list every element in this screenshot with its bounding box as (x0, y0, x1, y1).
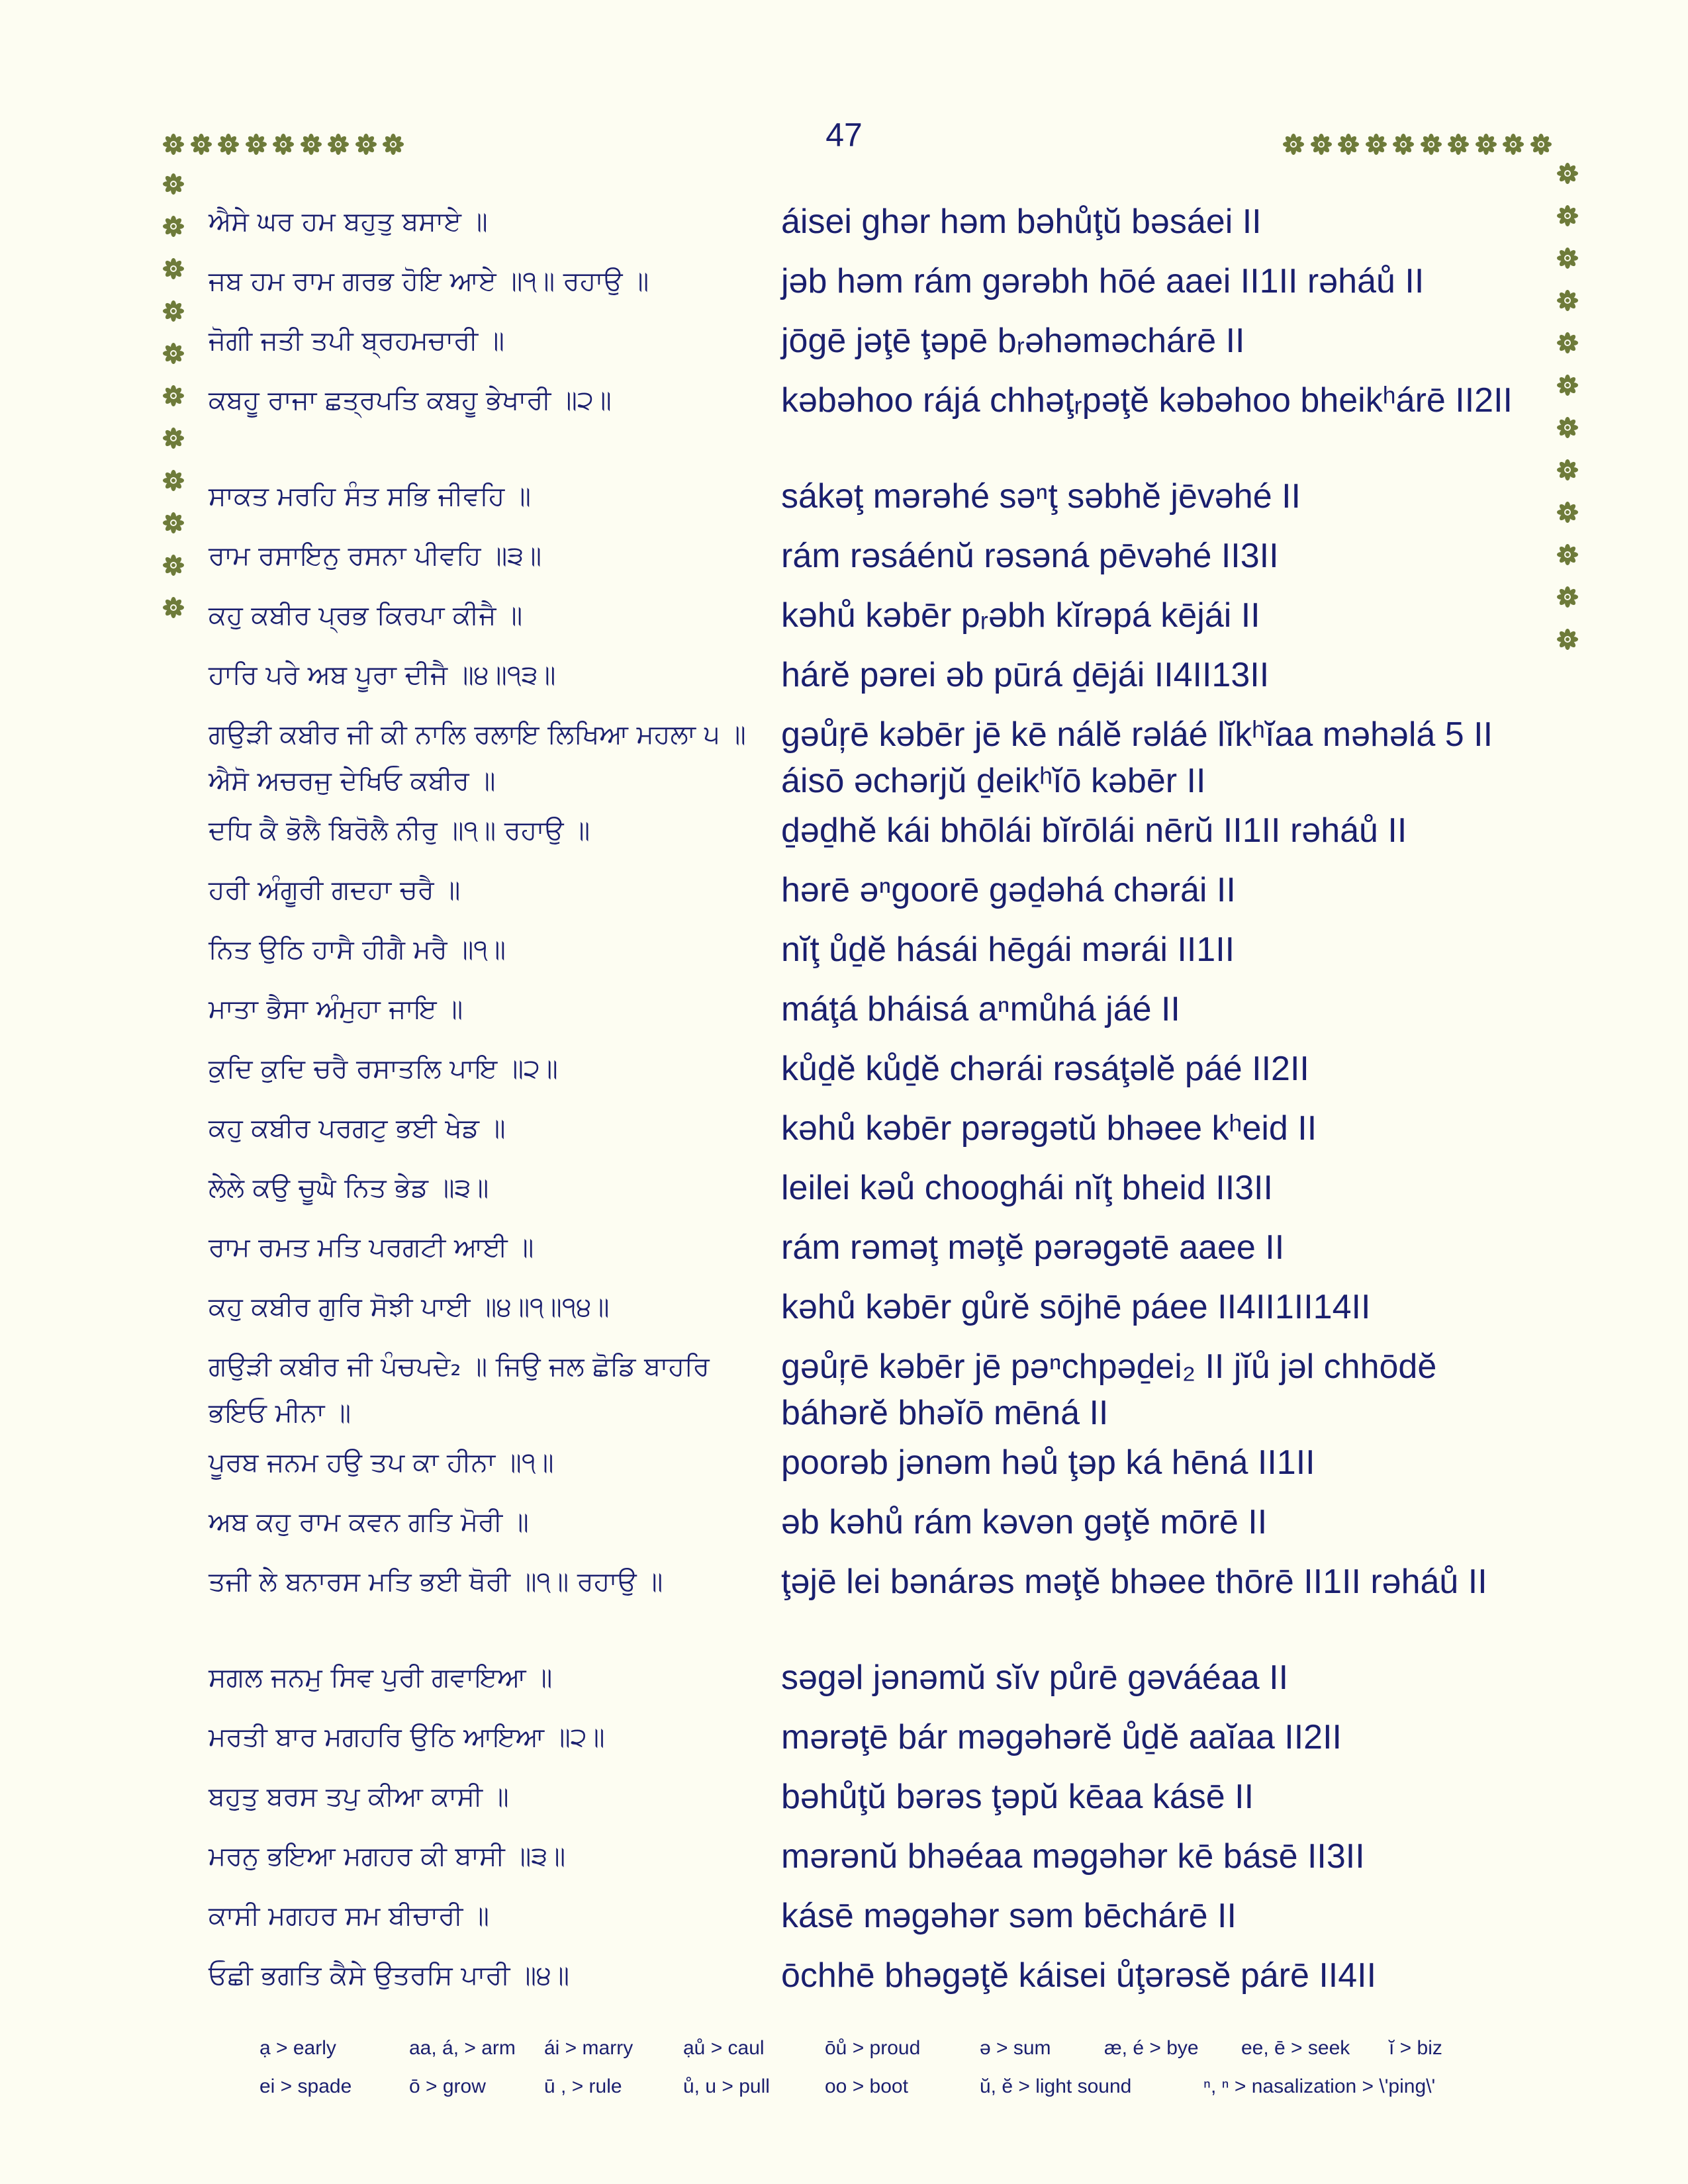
transliteration-line: gəůŗē kəbēr jē kē nálĕ rəláé lĭkʰĭaa məhəlá 5 II áisō əchərjŭ ḏeikʰĭō kəbēr II (781, 715, 1493, 800)
flower-ornament-icon (1366, 134, 1387, 155)
legend-item: ĭ > biz (1389, 2037, 1442, 2059)
transliteration-line: leilei kəů chooghái nĭţ bheid II3II (781, 1169, 1273, 1207)
transliteration-line: kəhů kəbēr pᵣəbh kĭrəpá kējái II (781, 596, 1260, 635)
legend-item: ei > spade (259, 2075, 352, 2097)
transliteration-line: kůḏĕ kůḏĕ chərái rəsáţəlĕ páé II2II (781, 1050, 1309, 1088)
transliteration-line: kəbəhoo rájá chhəţᵣpəţĕ kəbəhoo bheikʰárē II2II (781, 381, 1513, 420)
transliteration-line: kásē məgəhər səm bēchárē II (781, 1897, 1237, 1935)
transliteration-line: ōchhē bhəgəţĕ káisei ůţərəsĕ párē II4II (781, 1956, 1377, 1995)
legend-item: ⁿ, ⁿ > nasalization > \'ping\' (1203, 2075, 1436, 2097)
transliteration-line: hárĕ pərei əb pūrá ḏējái II4II13II (781, 656, 1270, 694)
gurmukhi-line: ਨਿਤ ਉਠਿ ਹਾਸੈ ਹੀਗੈ ਮਰੈ ॥੧॥ (209, 934, 506, 965)
flower-ornament-icon (1503, 134, 1524, 155)
flower-ornament-icon (383, 134, 404, 155)
flower-ornament-icon (1393, 134, 1414, 155)
flower-ornament-icon (1557, 544, 1578, 565)
flower-ornament-icon (1557, 502, 1578, 523)
legend-item: ạů > caul (683, 2037, 765, 2059)
flower-ornament-icon (163, 216, 184, 237)
transliteration-line: sákəţ mərəhé səⁿţ səbhĕ jēvəhé II (781, 477, 1301, 516)
gurmukhi-line: ਤਜੀ ਲੇ ਬਨਾਰਸ ਮਤਿ ਭਈ ਥੋਰੀ ॥੧॥ ਰਹਾਉ ॥ (209, 1567, 663, 1597)
gurmukhi-line: ਸਗਲ ਜਨਮੁ ਸਿਵ ਪੁਰੀ ਗਵਾਇਆ ॥ (209, 1662, 553, 1693)
flower-ornament-icon (163, 512, 184, 533)
gurmukhi-line: ਹਾਰਿ ਪਰੇ ਅਬ ਪੂਰਾ ਦੀਜੈ ॥੪॥੧੩॥ (209, 660, 556, 690)
gurmukhi-line: ਕਹੁ ਕਬੀਰ ਪ੍ਰਭ ਕਿਰਪਾ ਕੀਜੈ ॥ (209, 600, 523, 631)
gurmukhi-line: ਮਾਤਾ ਭੈਸਾ ਅੰਮੁਹਾ ਜਾਇ ॥ (209, 994, 463, 1024)
transliteration-line: mərəţē bár məgəhərĕ ůḏĕ aaĭaa II2II (781, 1718, 1342, 1756)
transliteration-line: nĭţ ůḏĕ hásái hēgái mərái II1II (781, 931, 1235, 969)
flower-ornament-icon (328, 134, 349, 155)
gurmukhi-line: ਸਾਕਤ ਮਰਹਿ ਸੰਤ ਸਭਿ ਜੀਵਹਿ ॥ (209, 481, 531, 512)
flower-ornament-icon (1448, 134, 1469, 155)
flower-ornament-icon (218, 134, 239, 155)
legend-item: ái > marry (544, 2037, 633, 2059)
gurmukhi-line: ਲੇਲੇ ਕਉ ਚੂਘੈ ਨਿਤ ਭੇਡ ॥੩॥ (209, 1173, 489, 1203)
flower-ornament-icon (163, 343, 184, 364)
flower-ornament-icon (246, 134, 267, 155)
transliteration-line: səgəl jənəmŭ sĭv půrē gəváéaa II (781, 1659, 1289, 1697)
flower-ornament-icon (301, 134, 322, 155)
flower-ornament-icon (1557, 248, 1578, 269)
flower-ornament-icon (355, 134, 377, 155)
legend-item: ōů > proud (825, 2037, 921, 2059)
transliteration-line: mərənŭ bhəéaa məgəhər kē básē II3II (781, 1837, 1365, 1876)
legend-item: æ, é > bye (1104, 2037, 1199, 2059)
transliteration-line: gəůŗē kəbēr jē pəⁿchpəḏei₂ II jĭů jəl chhōdĕ báhərĕ bhəĭō mēná II (781, 1347, 1437, 1432)
flower-ornament-icon (1311, 134, 1332, 155)
transliteration-line: rám rəməţ məţĕ pərəgətē aaee II (781, 1228, 1285, 1267)
legend-item: ŭ, ĕ > light sound (980, 2075, 1132, 2097)
flower-ornament-icon (1557, 629, 1578, 650)
gurmukhi-line: ਰਾਮ ਰਮਤ ਮਤਿ ਪਰਗਟੀ ਆਈ ॥ (209, 1232, 534, 1263)
gurmukhi-line: ਕਹੁ ਕਬੀਰ ਗੁਰਿ ਸੋਝੀ ਪਾਈ ॥੪॥੧॥੧੪॥ (209, 1292, 610, 1322)
gurmukhi-line: ਕਾਸੀ ਮਗਹਰ ਸਮ ਬੀਚਾਰੀ ॥ (209, 1901, 489, 1931)
legend-item: aa, á, > arm (409, 2037, 516, 2059)
flower-ornament-icon (191, 134, 212, 155)
gurmukhi-line: ਕਬਹੂ ਰਾਜਾ ਛਤ੍ਰਪਤਿ ਕਬਹੂ ਭੇਖਾਰੀ ॥੨॥ (209, 385, 612, 416)
gurmukhi-line: ਅਬ ਕਹੁ ਰਾਮ ਕਵਨ ਗਤਿ ਮੋਰੀ ॥ (209, 1507, 529, 1537)
flower-ornament-icon (1283, 134, 1304, 155)
legend-item: oo > boot (825, 2075, 908, 2097)
flower-ornament-icon (1557, 375, 1578, 396)
flower-ornament-icon (163, 470, 184, 491)
flower-ornament-icon (163, 134, 184, 155)
flower-ornament-icon (163, 173, 184, 195)
transliteration-line: kəhů kəbēr gůrĕ sōjhē páee II4II1II14II (781, 1288, 1371, 1326)
legend-item: ů, u > pull (683, 2075, 770, 2097)
flower-ornament-icon (1557, 417, 1578, 438)
flower-ornament-icon (1557, 332, 1578, 353)
gurmukhi-line: ਕੁਦਿ ਕੁਦਿ ਚਰੈ ਰਸਾਤਲਿ ਪਾਇ ॥੨॥ (209, 1054, 558, 1084)
transliteration-line: ḏəḏhĕ kái bhōlái bĭrōlái nērŭ II1II rəháů II (781, 811, 1407, 850)
gurmukhi-line: ਰਾਮ ਰਸਾਇਨੁ ਰਸਨਾ ਪੀਵਹਿ ॥੩॥ (209, 541, 542, 571)
legend-item: ū , > rule (544, 2075, 622, 2097)
flower-ornament-icon (1338, 134, 1359, 155)
transliteration-line: poorəb jənəm həů ţəp ká hēná II1II (781, 1443, 1315, 1482)
transliteration-line: rám rəsáénŭ rəsəná pēvəhé II3II (781, 537, 1279, 575)
gurmukhi-line: ਮਰਨੁ ਭਇਆ ਮਗਹਰ ਕੀ ਬਾਸੀ ॥੩॥ (209, 1841, 566, 1872)
gurmukhi-line: ਗਉੜੀ ਕਬੀਰ ਜੀ ਕੀ ਨਾਲਿ ਰਲਾਇ ਲਿਖਿਆ ਮਹਲਾ ੫ ॥ ਐਸੋ ਅਚਰਜੁ ਦੇਖਿਓ ਕਬੀਰ ॥ (209, 719, 746, 796)
gurmukhi-line: ਓਛੀ ਭਗਤਿ ਕੈਸੇ ਉਤਰਸਿ ਪਾਰੀ ॥੪॥ (209, 1960, 570, 1991)
transliteration-line: bəhůţŭ bərəs ţəpŭ kēaa kásē II (781, 1778, 1254, 1816)
gurmukhi-line: ਹਰੀ ਅੰਗੂਰੀ ਗਦਹਾ ਚਰੈ ॥ (209, 875, 461, 905)
gurmukhi-line: ਦਧਿ ਕੈ ਭੋਲੈ ਬਿਰੋਲੈ ਨੀਰੁ ॥੧॥ ਰਹਾਉ ॥ (209, 815, 590, 846)
gurmukhi-line: ਬਹੁਤੁ ਬਰਸ ਤਪੁ ਕੀਆ ਕਾਸੀ ॥ (209, 1782, 509, 1812)
flower-ornament-icon (1557, 205, 1578, 226)
gurmukhi-line: ਜੋਗੀ ਜਤੀ ਤਪੀ ਬ੍ਰਹਮਚਾਰੀ ॥ (209, 326, 504, 356)
transliteration-line: jōgē jəţē ţəpē bᵣəhəməchárē II (781, 322, 1245, 360)
flower-ornament-icon (163, 385, 184, 406)
flower-ornament-icon (1557, 290, 1578, 311)
transliteration-line: máţá bháisá aⁿmůhá jáé II (781, 990, 1180, 1028)
flower-ornament-icon (1557, 586, 1578, 608)
transliteration-line: kəhů kəbēr pərəgətŭ bhəee kʰeid II (781, 1109, 1317, 1148)
flower-ornament-icon (273, 134, 294, 155)
transliteration-line: hərē əⁿgoorē gəḏəhá chərái II (781, 871, 1236, 909)
page-number: 47 (825, 116, 863, 154)
flower-ornament-icon (1421, 134, 1442, 155)
gurmukhi-line: ਕਹੁ ਕਬੀਰ ਪਰਗਟੁ ਭਈ ਖੇਡ ॥ (209, 1113, 506, 1144)
flower-ornament-icon (1557, 459, 1578, 480)
gurmukhi-line: ਗਉੜੀ ਕਬੀਰ ਜੀ ਪੰਚਪਦੇ₂ ॥ ਜਿਉ ਜਲ ਛੋਡਿ ਬਾਹਰਿ ਭਇਓ ਮੀਨਾ ॥ (209, 1351, 710, 1428)
gurmukhi-line: ਜਬ ਹਮ ਰਾਮ ਗਰਭ ਹੋਇ ਆਏ ॥੧॥ ਰਹਾਉ ॥ (209, 266, 649, 296)
transliteration-line: ţəjē lei bənárəs məţĕ bhəee thōrē II1II rəháů II (781, 1563, 1487, 1601)
transliteration-line: əb kəhů rám kəvən gəţĕ mōrē II (781, 1503, 1268, 1541)
gurmukhi-line: ਐਸੇ ਘਰ ਹਮ ਬਹੁਤੁ ਬਸਾਏ ॥ (209, 206, 488, 237)
gurmukhi-line: ਮਰਤੀ ਬਾਰ ਮਗਹਰਿ ਉਠਿ ਆਇਆ ॥੨॥ (209, 1722, 605, 1752)
transliteration-line: áisei ghər həm bəhůţŭ bəsáei II (781, 203, 1262, 241)
legend-item: ạ > early (259, 2037, 336, 2059)
legend-item: ō > grow (409, 2075, 486, 2097)
flower-ornament-icon (163, 258, 184, 279)
flower-ornament-icon (1476, 134, 1497, 155)
flower-ornament-icon (163, 300, 184, 322)
flower-ornament-icon (1557, 163, 1578, 184)
flower-ornament-icon (1530, 134, 1552, 155)
flower-ornament-icon (163, 428, 184, 449)
legend-item: ə > sum (980, 2037, 1051, 2059)
transliteration-line: jəb həm rám gərəbh hōé aaei II1II rəháů II (781, 262, 1425, 300)
legend-item: ee, ē > seek (1241, 2037, 1350, 2059)
flower-ornament-icon (163, 555, 184, 576)
flower-ornament-icon (163, 597, 184, 618)
gurmukhi-line: ਪੂਰਬ ਜਨਮ ਹਉ ਤਪ ਕਾ ਹੀਨਾ ॥੧॥ (209, 1447, 554, 1478)
